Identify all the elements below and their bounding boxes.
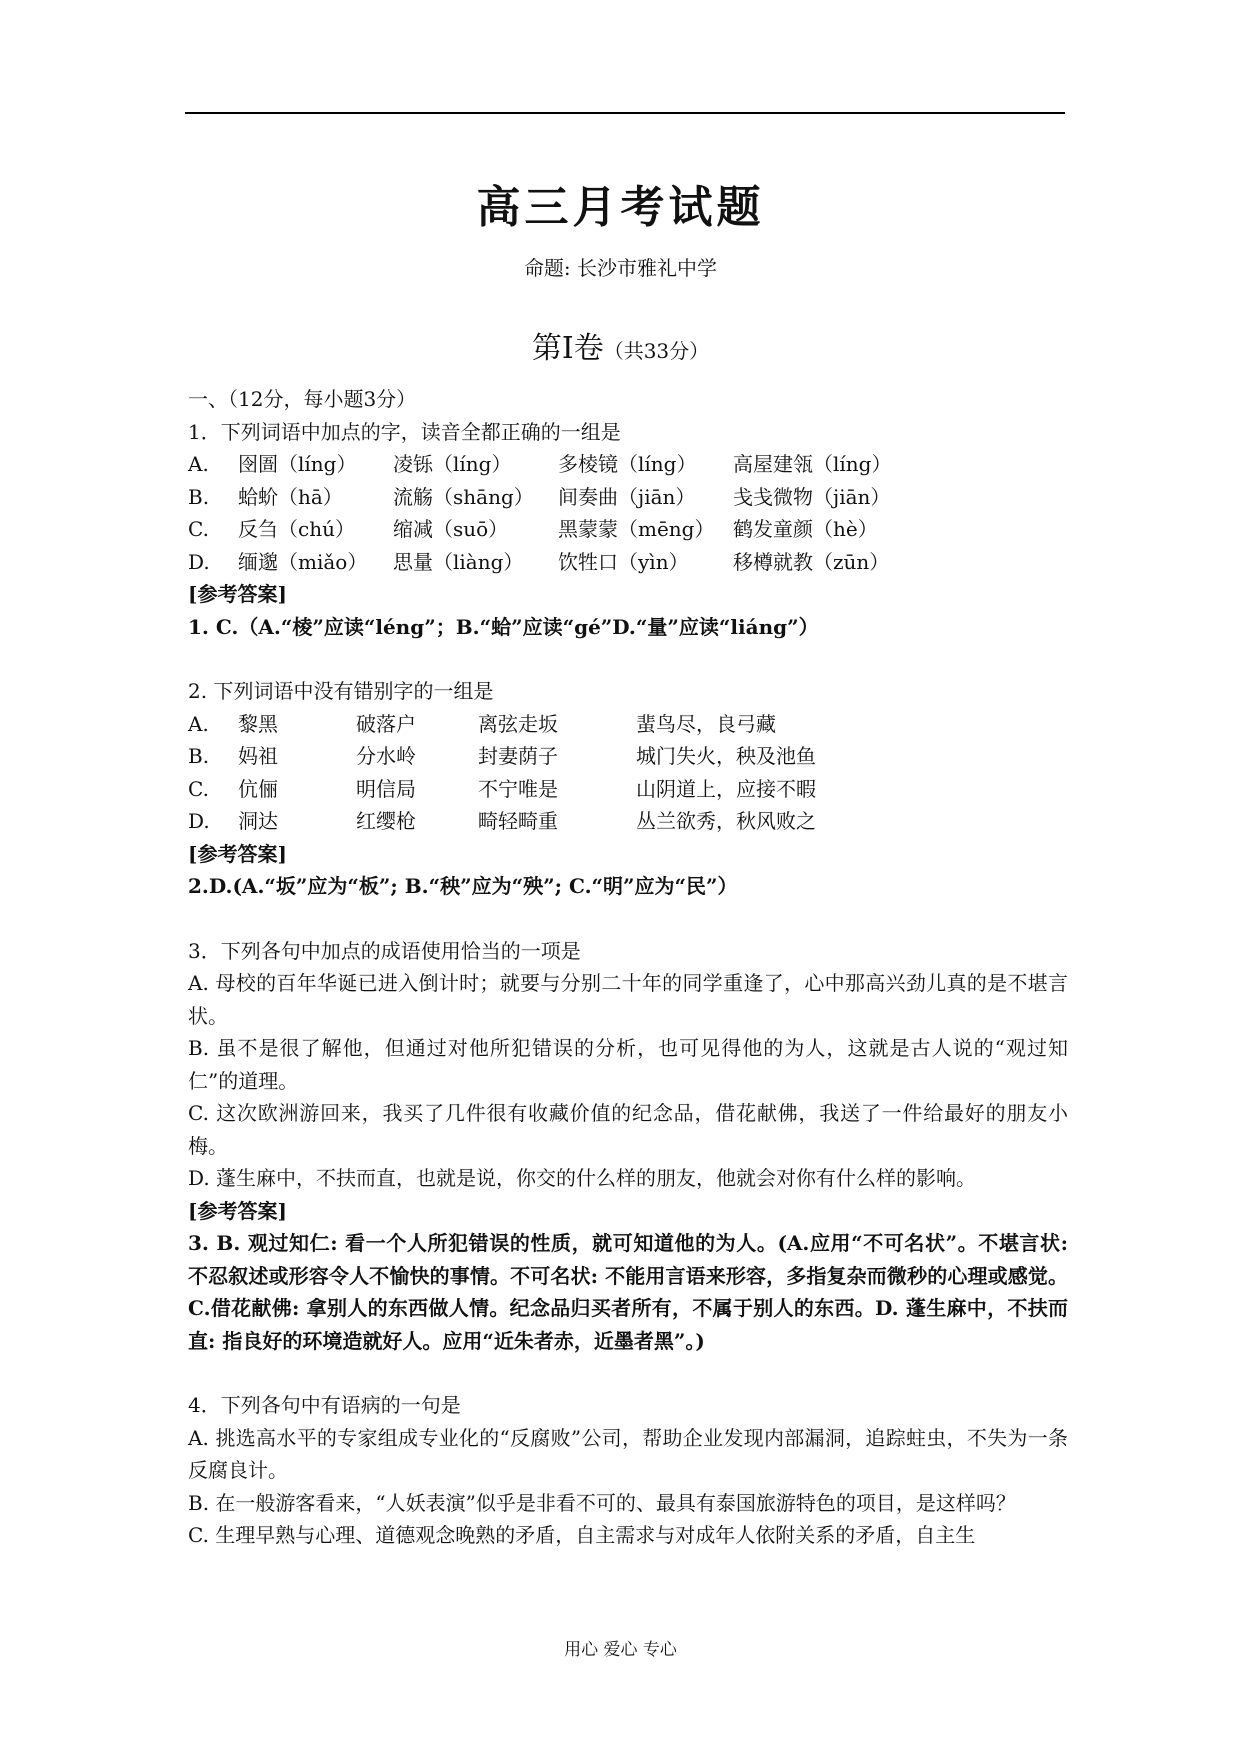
section-heading (0, 328, 1241, 372)
option-item: 伉俪 (238, 776, 278, 801)
option-item: 破落户 (356, 711, 416, 736)
question-1-option-b (188, 481, 1068, 514)
section-sub: （共33分） (603, 339, 710, 363)
question-1-answer: 1. C.（A.“棱”应读“léng”；B.“蛤”应读“gé”D.“量”应读“liáng”） (188, 614, 819, 639)
question-2-option-b (188, 740, 1068, 773)
option-item: 反刍（chú） (238, 517, 355, 541)
question-4-option-b: B. 在一般游客看来，“人妖表演”似乎是非看不可的、最具有泰国旅游特色的项目，是这样吗？ (188, 1490, 1016, 1515)
option-item: 不宁唯是 (478, 776, 558, 801)
option-item: 缅邈（miǎo） (238, 549, 368, 574)
option-item: 封妻荫子 (478, 744, 558, 768)
option-item: 思量（liàng） (393, 549, 524, 574)
option-item: 缩减（suō） (393, 517, 509, 541)
option-item: 凌铄（líng） (393, 452, 512, 476)
option-letter: C. (188, 517, 209, 541)
option-item: 红缨枪 (356, 809, 416, 833)
option-letter: D. (188, 809, 210, 833)
option-item: 流觞（shāng） (393, 484, 534, 509)
page-footer: 用心 爱心 专心 (564, 1640, 677, 1660)
option-item: 蜚鸟尽，良弓藏 (636, 711, 776, 736)
part-heading: 一、（12分，每小题3分） (188, 387, 417, 411)
question-1-stem: 1．下列词语中加点的字，读音全都正确的一组是 (188, 419, 621, 444)
question-3-option-b: B. 虽不是很了解他，但通过对他所犯错误的分析，也可见得他的为人，这就是古人说的“观过知仁”的道理。 (188, 1036, 1068, 1093)
option-item: 黑蒙蒙（mēng） (558, 517, 715, 541)
question-2-answer-label: [参考答案] (188, 841, 287, 866)
question-3-answer-label: [参考答案] (188, 1198, 287, 1223)
question-1-option-d (188, 546, 1068, 579)
option-item: 鹤发童颜（hè） (733, 517, 878, 541)
question-4-option-c: C. 生理早熟与心理、道德观念晚熟的矛盾，自主需求与对成年人依附关系的矛盾，自主生 (188, 1523, 976, 1547)
option-letter: D. (188, 549, 210, 574)
question-2-answer: 2.D.(A.“坂”应为“板”; B.“秧”应为“殃”; C.“明”应为“民”） (188, 874, 738, 898)
option-item: 移樽就教（zūn） (733, 549, 890, 574)
option-item: 城门失火，秧及池鱼 (636, 744, 816, 768)
option-item: 丛兰欲秀，秋风败之 (636, 809, 816, 833)
option-item: 妈祖 (238, 744, 278, 768)
question-3-option-d: D. 蓬生麻中，不扶而直，也就是说，你交的什么样的朋友，他就会对你有什么样的影响。 (188, 1166, 977, 1190)
option-item: 明信局 (356, 776, 416, 801)
option-letter: C. (188, 776, 209, 801)
option-letter: B. (188, 484, 210, 509)
spacer (188, 643, 1068, 675)
option-item: 间奏曲（jiān） (558, 484, 696, 509)
question-2-option-a (188, 708, 1068, 741)
header-rule (185, 112, 1065, 114)
question-4-option-a: A. 挑选高水平的专家组成专业化的“反腐败”公司，帮助企业发现内部漏洞，追踪蛀虫，不失为一条反腐良计。 (188, 1425, 1068, 1482)
spacer (188, 903, 1068, 935)
question-3-option-c: C. 这次欧洲游回来，我买了几件很有收藏价值的纪念品，借花献佛，我送了一件给最好的朋友小梅。 (188, 1101, 1068, 1158)
spacer (188, 1357, 1068, 1389)
question-2-stem: 2. 下列词语中没有错别字的一组是 (188, 679, 494, 703)
option-item: 洞达 (238, 809, 278, 833)
option-letter: A. (188, 711, 209, 736)
section-main: 第Ⅰ卷 (531, 331, 604, 366)
option-item: 山阴道上，应接不暇 (636, 776, 816, 801)
question-3-option-a: A. 母校的百年华诞已进入倒计时；就要与分别二十年的同学重逢了，心中那高兴劲儿真的是不堪言状。 (188, 971, 1068, 1028)
question-2-option-d (188, 805, 1068, 838)
question-3-answer: 3. B. 观过知仁: 看一个人所犯错误的性质，就可知道他的为人。(A.应用“不可名状”。不堪言状: 不忍叙述或形容令人不愉快的事情。不可名状: 不能用言语来形容，多指复杂而微秒的心理或感觉。 C.借花献佛: 拿别人的东西做人情。纪念品归买者所有，不属于别人的东西。D. 蓬生麻中，不扶而直: 指良好的环境造就好人。应用“近朱者赤，近墨者黑”。) (188, 1231, 1068, 1353)
option-item: 戋戋微物（jiān） (733, 484, 891, 509)
option-item: 畸轻畸重 (478, 809, 558, 833)
option-item: 分水岭 (356, 744, 416, 768)
option-letter: B. (188, 744, 210, 768)
question-2-option-c (188, 773, 1068, 806)
question-1-option-c (188, 513, 1068, 546)
author-line: 命题: 长沙市雅礼中学 (523, 256, 718, 280)
option-item: 离弦走坂 (478, 711, 558, 736)
option-letter: A. (188, 452, 209, 476)
option-item: 黎黑 (238, 711, 278, 736)
exam-content (188, 383, 1068, 1552)
option-item: 囹圄（líng） (238, 452, 357, 476)
question-3-stem: 3．下列各句中加点的成语使用恰当的一项是 (188, 938, 581, 963)
question-1-option-a (188, 448, 1068, 481)
option-item: 饮牲口（yìn） (558, 549, 689, 574)
option-item: 蛤蚧（hā） (238, 484, 343, 509)
option-item: 多棱镜（líng） (558, 452, 697, 476)
option-item: 高屋建瓴（líng） (733, 452, 892, 476)
question-4-stem: 4．下列各句中有语病的一句是 (188, 1393, 461, 1417)
question-1-answer-label: [参考答案] (188, 582, 287, 606)
page-title: 高三月考试题 (476, 182, 765, 233)
